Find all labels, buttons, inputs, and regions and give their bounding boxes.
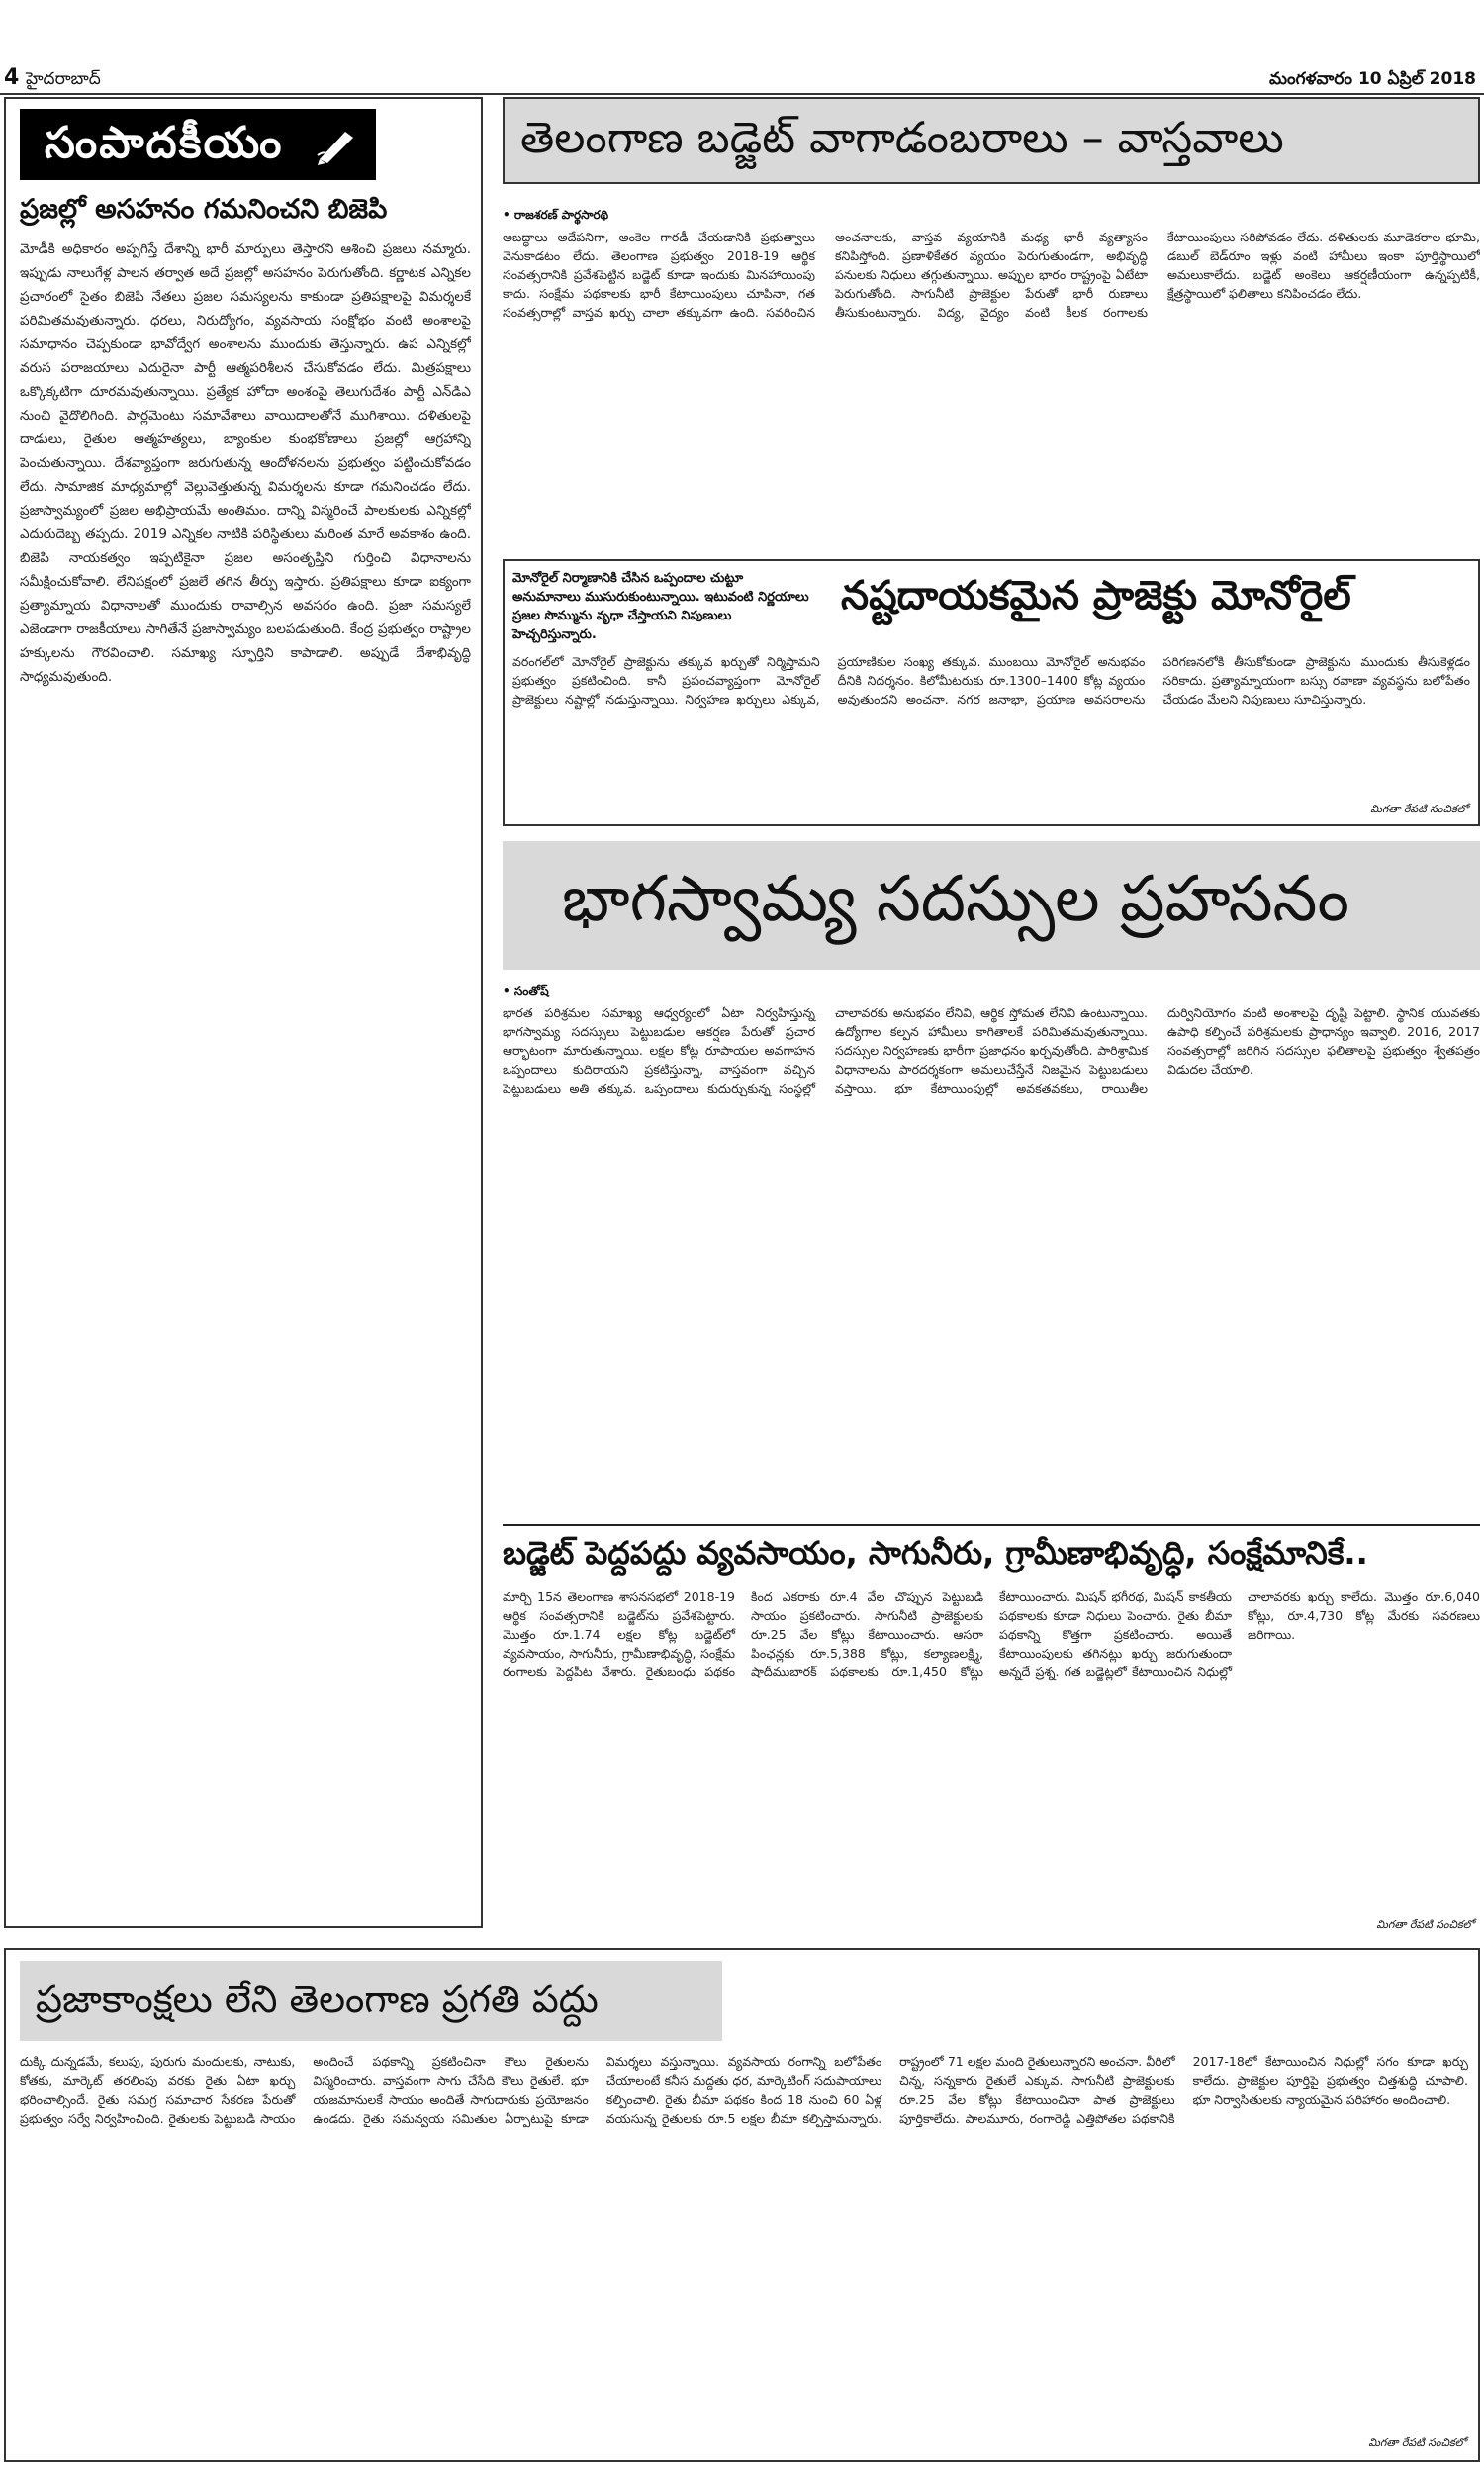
article1-body: అబద్ధాలు అదేపనిగా, అంకెల గారడీ చేయడానికి ప్రభుత్వాలు వెనుకాడటం లేదు. తెలంగాణ ప్రభుత్వం 2018-19 ఆర్థిక సంవత్సరానికి ప్రవేశపెట్టిన బడ్జెట్ కూడా ఇందుకు మినహాయింపు కాదు. సంక్షేమ పథకాలకు భారీ కేటాయింపులు చూపినా, గత సంవత్సరాల్లో వాస్తవ ఖర్చు చాలా తక్కువగా ఉంది. సవరించిన అంచనాలకు, వాస్తవ వ్యయానికి మధ్య భారీ వ్యత్యాసం కనిపిస్తోంది. ప్రణాళికేతర వ్యయం పెరుగుతుండగా, అభివృద్ధి పనులకు నిధులు తగ్గుతున్నాయి. అప్పుల భారం రాష్ట్రంపై ఏటేటా పెరుగుతోంది. సాగునీటి ప్రాజెక్టుల పేరుతో భారీ రుణాలు తీసుకుంటున్నారు. విద్య, వైద్యం వంటి కీలక రంగాలకు కేటాయింపులు సరిపోవడం లేదు. దళితులకు మూడెకరాల భూమి, డబుల్ బెడ్‌రూం ఇళ్లు వంటి హామీలు ఇంకా పూర్తిస్థాయిలో అమలుకాలేదు. బడ్జెట్ అంకెలు ఆకర్షణీయంగా ఉన్నప్పటికీ, క్షేత్రస్థాయిలో ఫలితాలు కనిపించడం లేదు. [503,230,1480,320]
article5-body: దుక్కి దున్నడమే, కలుపు, పురుగు మందులకు, నాటుకు, కోతకు, మార్కెట్ తరలింపు వరకు రైతు ఏటా ఖర్చు భరించాల్సిందే. రైతు సమగ్ర సమాచార సేకరణ పేరుతో ప్రభుత్వం సర్వే నిర్వహించింది. రైతులకు పెట్టుబడి సాయం అందించే పథకాన్ని ప్రకటించినా కౌలు రైతులను విస్మరించారు. వాస్తవంగా సాగు చేసేది కౌలు రైతులే. భూ యజమానులకే సాయం అందితే సాగుదారుకు ప్రయోజనం ఉండదు. రైతు సమన్వయ సమితుల ఏర్పాటుపై కూడా విమర్శలు వస్తున్నాయి. వ్యవసాయ రంగాన్ని బలోపేతం చేయాలంటే కనీస మద్దతు ధర, మార్కెటింగ్ సదుపాయాలు కల్పించాలి. రైతు బీమా పథకం కింద 18 నుంచి 60 ఏళ్ల వయసున్న రైతులకు రూ.5 లక్షల బీమా కల్పిస్తామన్నారు. రాష్ట్రంలో 71 లక్షల మంది రైతులున్నారని అంచనా. వీరిలో చిన్న, సన్నకారు రైతులే ఎక్కువ. సాగునీటి ప్రాజెక్టులకు రూ.25 వేల కోట్లు కేటాయించినా పాత ప్రాజెక్టులు పూర్తికాలేదు. పాలమూరు, రంగారెడ్డి ఎత్తిపోతల పథకానికి 2017-18లో కేటాయించిన నిధుల్లో సగం కూడా ఖర్చు కాలేదు. ప్రాజెక్టుల పూర్తిపై ప్రభుత్వం చిత్తశుద్ధి చూపాలి. భూ నిర్వాసితులకు న్యాయమైన పరిహారం అందించాలి. [20,2054,1468,2126]
article2-credit: మిగతా రేపటి సంచికలో [1370,803,1468,815]
article2-deck: మోనోరైల్ నిర్మాణానికి చేసిన ఒప్పందాల చుట్టూ అనుమానాలు ముసురుకుంటున్నాయి. ఇటువంటి నిర్ణయాలు ప్రజల సొమ్మును వృధా చేస్తాయని నిపుణులు హెచ్చరిస్తున్నారు. [512,571,809,642]
editorial-body: మోడీకి అధికారం అప్పగిస్తే దేశాన్ని భారీ మార్పులు తెస్తారని ఆశించి ప్రజలు నమ్మారు. ఇప్పుడు నాలుగేళ్ల పాలన తర్వాత అదే ప్రజల్లో అసహనం పెరుగుతోంది. కర్ణాటక ఎన్నికల ప్రచారంలో సైతం బిజెపి నేతలు ప్రజల సమస్యలను కాకుండా ప్రతిపక్షాలపై విమర్శలకే పరిమితమవుతున్నారు. ధరలు, నిరుద్యోగం, వ్యవసాయ సంక్షోభం వంటి అంశాలపై సమాధానం చెప్పకుండా భావోద్వేగ అంశాలను ముందుకు తెస్తున్నారు. ఉప ఎన్నికల్లో వరుస పరాజయాలు ఎదురైనా పార్టీ ఆత్మపరిశీలన చేసుకోవడం లేదు. మిత్రపక్షాలు ఒక్కొక్కటిగా దూరమవుతున్నాయి. ప్రత్యేక హోదా అంశంపై తెలుగుదేశం పార్టీ ఎన్‌డిఎ నుంచి వైదొలిగింది. పార్లమెంటు సమావేశాలు వాయిదాలతోనే ముగిశాయి. దళితులపై దాడులు, రైతుల ఆత్మహత్యలు, బ్యాంకుల కుంభకోణాలు ప్రజల్లో ఆగ్రహాన్ని పెంచుతున్నాయి. దేశవ్యాప్తంగా జరుగుతున్న ఆందోళనలను ప్రభుత్వం పట్టించుకోవడం లేదు. సామాజిక మాధ్యమాల్లో వెల్లువెత్తుతున్న విమర్శలను కూడా గమనించడం లేదు. ప్రజాస్వామ్యంలో ప్రజల అభిప్రాయమే అంతిమం. దాన్ని విస్మరించే పాలకులకు ఎన్నికల్లో ఎదురుదెబ్బ తప్పదు. 2019 ఎన్నికల నాటికి పరిస్థితులు మరింత మారే అవకాశం ఉంది. బిజెపి నాయకత్వం ఇప్పటికైనా ప్రజల అసంతృప్తిని గుర్తించి విధానాలను సమీక్షించుకోవాలి. లేనిపక్షంలో ప్రజలే తగిన తీర్పు ఇస్తారు. ప్రతిపక్షాలు కూడా ఐక్యంగా ప్రత్యామ్నాయ విధానాలతో ముందుకు రావాల్సిన అవసరం ఉంది. ప్రజా సమస్యలే ఎజెండాగా రాజకీయాలు సాగితేనే ప్రజాస్వామ్యం బలపడుతుంది. కేంద్ర ప్రభుత్వం రాష్ట్రాల హక్కులను గౌరవించాలి. సమాఖ్య స్ఫూర్తిని కాపాడాలి. అప్పుడే దేశాభివృద్ధి సాధ్యమవుతుంది. [20,241,471,685]
article4-body: మార్చి 15న తెలంగాణ శాసనసభలో 2018-19 ఆర్థిక సంవత్సరానికి బడ్జెట్‌ను ప్రవేశపెట్టారు. మొత్తం రూ.1.74 లక్షల కోట్ల బడ్జెట్‌లో వ్యవసాయం, సాగునీరు, గ్రామీణాభివృద్ధి, సంక్షేమ రంగాలకు పెద్దపీట వేశారు. రైతుబంధు పథకం కింద ఎకరాకు రూ.4 వేల చొప్పున పెట్టుబడి సాయం ప్రకటించారు. సాగునీటి ప్రాజెక్టులకు రూ.25 వేల కోట్లు కేటాయించారు. ఆసరా పింఛన్లకు రూ.5,388 కోట్లు, కల్యాణలక్ష్మి, షాదీముబారక్ పథకాలకు రూ.1,450 కోట్లు కేటాయించారు. మిషన్ భగీరథ, మిషన్ కాకతీయ పథకాలకు కూడా నిధులు పెంచారు. రైతు బీమా పథకాన్ని కొత్తగా ప్రకటించారు. అయితే కేటాయింపులకు తగినట్లు ఖర్చు జరుగుతుందా అన్నదే ప్రశ్న. గత బడ్జెట్లలో కేటాయించిన నిధుల్లో చాలావరకు ఖర్చు కాలేదు. మొత్తం రూ.6,040 కోట్లు, రూ.4,730 కోట్ల మేరకు సవరణలు జరిగాయి. [503,1589,1480,1679]
city-label: హైదరాబాద్ [26,69,101,89]
masthead-text: సంపాదకీయం [45,118,284,168]
article1-byline: • రాజశరణ్ పార్థసారథి [503,208,609,222]
article5-credit: మిగతా రేపటి సంచికలో [1368,2436,1466,2449]
article3-byline: • సంతోష్ [503,984,549,998]
editorial-masthead [20,109,376,180]
article-partnership-summits [503,841,1480,1514]
article1-headline-box [503,97,1480,184]
page-header [0,0,1484,90]
article2-headline: నష్టదాయకమైన ప్రాజెక్టు మోనోరైల్ [841,573,1351,619]
editorial-headline: ప్రజల్లో అసహనం గమనించని బిజెపి [20,194,388,225]
page-number: 4 [4,65,20,90]
article-progress-account [4,1948,1480,2462]
article4-headline: బడ్జెట్ పెద్దపద్దు వ్యవసాయం, సాగునీరు, గ్రామీణాభివృద్ధి, సంక్షేమానికే.. [503,1534,1368,1571]
issue-date: మంగళవారం 10 ఏప్రిల్ 2018 [1269,69,1476,89]
article4-top-rule [503,1524,1480,1526]
article4-credit: మిగతా రేపటి సంచికలో [1376,1918,1474,1931]
article3-headline-box [503,841,1480,970]
article1-headline: తెలంగాణ బడ్జెట్ వాగాడంబరాలు – వాస్తవాలు [520,113,1284,163]
editorial-section [4,97,483,1928]
pen-icon [316,126,359,169]
article3-body: భారత పరిశ్రమల సమాఖ్య ఆధ్వర్యంలో ఏటా నిర్వహిస్తున్న భాగస్వామ్య సదస్సులు పెట్టుబడుల ఆకర్షణ పేరుతో ప్రచార ఆర్భాటంగా మారుతున్నాయి. లక్షల కోట్ల రూపాయల అవగాహన ఒప్పందాలు కుదిరాయని ప్రకటిస్తున్నా, వాస్తవంగా వచ్చిన పెట్టుబడులు అతి తక్కువ. ఒప్పందాలు కుదుర్చుకున్న సంస్థల్లో చాలావరకు అనుభవం లేనివి, ఆర్థిక స్తోమత లేనివి ఉంటున్నాయి. ఉద్యోగాల కల్పన హామీలు కాగితాలకే పరిమితమవుతున్నాయి. సదస్సుల నిర్వహణకు భారీగా ప్రజాధనం ఖర్చవుతోంది. పారిశ్రామిక విధానాలను పారదర్శకంగా అమలుచేస్తేనే నిజమైన పెట్టుబడులు వస్తాయి. భూ కేటాయింపుల్లో అవకతవకలు, రాయితీల దుర్వినియోగం వంటి అంశాలపై దృష్టి పెట్టాలి. స్థానిక యువతకు ఉపాధి కల్పించే పరిశ్రమలకు ప్రాధాన్యం ఇవ్వాలి. 2016, 2017 సంవత్సరాల్లో జరిగిన సదస్సుల ఫలితాలపై ప్రభుత్వం శ్వేతపత్రం విడుదల చేయాలి. [503,1005,1480,1095]
article-budget-realities [503,97,1480,552]
article3-headline: భాగస్వామ్య సదస్సుల ప్రహసనం [562,863,1349,936]
article5-headline-box [20,1961,722,2041]
article-monorail [503,559,1480,826]
article5-headline: ప్రజాకాంక్షలు లేని తెలంగాణ ప్రగతి పద్దు [36,1977,599,2021]
header-rule [0,93,1484,95]
article2-body: వరంగల్‌లో మోనోరైల్ ప్రాజెక్టును తక్కువ ఖర్చుతో నిర్మిస్తామని ప్రభుత్వం ప్రకటించింది. కానీ ప్రపంచవ్యాప్తంగా మోనోరైల్ ప్రాజెక్టులు నష్టాల్లో నడుస్తున్నాయి. నిర్వహణ ఖర్చులు ఎక్కువ, ప్రయాణికుల సంఖ్య తక్కువ. ముంబయి మోనోరైల్ అనుభవం దీనికి నిదర్శనం. కిలోమీటరుకు రూ.1300–1400 కోట్ల వ్యయం అవుతుందని అంచనా. నగర జనాభా, ప్రయాణ అవసరాలను పరిగణనలోకి తీసుకోకుండా ప్రాజెక్టును ముందుకు తీసుకెళ్లడం సరికాదు. ప్రత్యామ్నాయంగా బస్సు రవాణా వ్యవస్థను బలోపేతం చేయడం మేలని నిపుణులు సూచిస్తున్నారు. [512,654,1470,707]
article-budget-share [503,1524,1480,1940]
